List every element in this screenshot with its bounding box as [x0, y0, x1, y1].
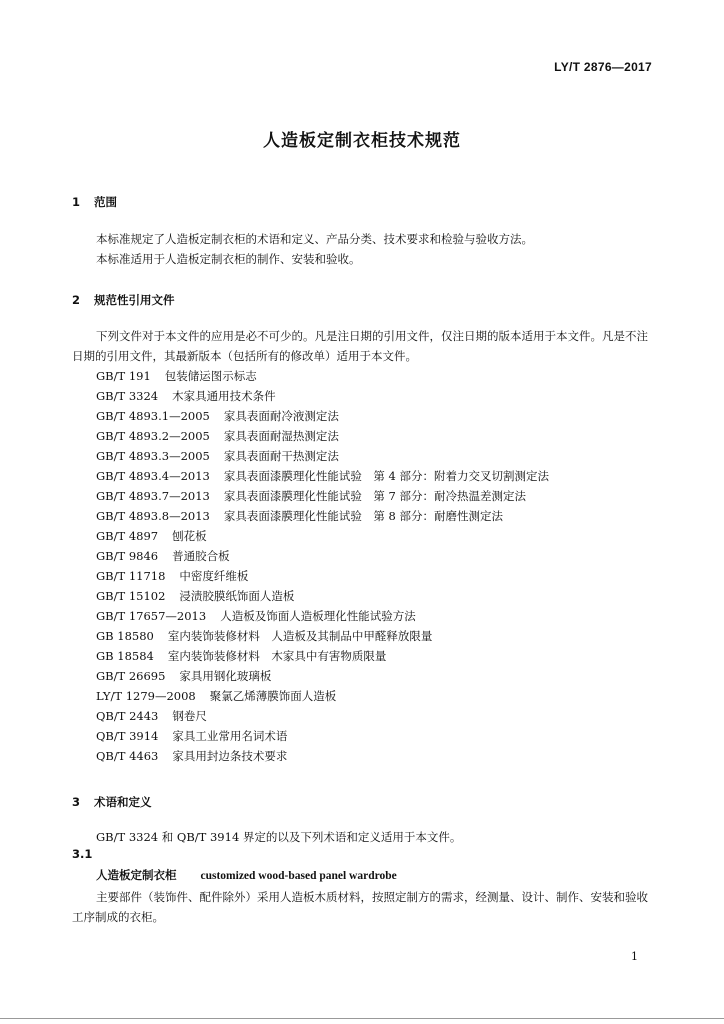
reference-item: [96, 586, 549, 606]
reference-item: [96, 466, 549, 486]
reference-code: GB/T 4893.1—2005: [96, 409, 210, 423]
reference-title: 中密度纤维板: [179, 569, 249, 583]
terms-intro: GB/T 3324 和 QB/T 3914 界定的以及下列术语和定义适用于本文件。: [96, 830, 462, 844]
reference-item: [96, 446, 549, 466]
reference-title: 室内装饰装修材料 木家具中有害物质限量: [167, 649, 387, 663]
reference-title: 家具表面耐冷液测定法: [223, 409, 339, 423]
reference-item: [96, 426, 549, 446]
reference-list: [96, 366, 549, 766]
reference-title: 包装储运图示标志: [164, 369, 257, 383]
reference-code: GB/T 4893.2—2005: [96, 429, 210, 443]
section-heading-normative: [72, 292, 175, 308]
reference-item: [96, 646, 549, 666]
reference-code: GB/T 4893.4—2013: [96, 469, 210, 483]
reference-code: LY/T 1279—2008: [96, 689, 196, 703]
term-number: 3.1: [72, 847, 93, 861]
section-number: 1: [72, 195, 81, 209]
document-title: 人造板定制衣柜技术规范: [263, 131, 461, 151]
reference-title: 木家具通用技术条件: [172, 389, 276, 403]
reference-item: [96, 566, 549, 586]
reference-title: 刨花板: [172, 529, 207, 543]
reference-code: GB/T 4893.3—2005: [96, 449, 210, 463]
reference-item: [96, 686, 549, 706]
reference-item: [96, 666, 549, 686]
reference-item: [96, 746, 549, 766]
standard-code: LY/T 2876—2017: [554, 60, 652, 74]
reference-code: QB/T 4463: [96, 749, 159, 763]
reference-item: [96, 366, 549, 386]
footer-divider: [0, 1018, 724, 1019]
reference-item: [96, 546, 549, 566]
reference-code: GB/T 4893.8—2013: [96, 509, 210, 523]
reference-item: [96, 726, 549, 746]
reference-item: [96, 606, 549, 626]
reference-title: 人造板及饰面人造板理化性能试验方法: [220, 609, 416, 623]
normative-intro: 下列文件对于本文件的应用是必不可少的。凡是注日期的引用文件，仅注日期的版本适用于本文件。凡是不注日期的引用文件，其最新版本（包括所有的修改单）适用于本文件。: [72, 329, 648, 363]
reference-code: GB/T 4893.7—2013: [96, 489, 210, 503]
reference-item: [96, 506, 549, 526]
reference-code: GB/T 4897: [96, 529, 159, 543]
reference-title: 钢卷尺: [172, 709, 207, 723]
reference-title: 家具表面漆膜理化性能试验 第 4 部分：附着力交叉切割测定法: [223, 469, 549, 483]
reference-item: [96, 406, 549, 426]
reference-item: [96, 626, 549, 646]
section-title: 术语和定义: [94, 795, 152, 809]
section-title: 范围: [94, 195, 117, 209]
reference-title: 浸渍胶膜纸饰面人造板: [179, 589, 295, 603]
reference-title: 普通胶合板: [172, 549, 230, 563]
term-definition: 主要部件（装饰件、配件除外）采用人造板木质材料，按照定制方的需求，经测量、设计、制作、安装和验收工序制成的衣柜。: [72, 890, 648, 924]
reference-title: 聚氯乙烯薄膜饰面人造板: [209, 689, 337, 703]
reference-title: 家具表面漆膜理化性能试验 第 7 部分：耐冷热温差测定法: [223, 489, 526, 503]
reference-title: 家具表面耐湿热测定法: [223, 429, 339, 443]
reference-code: GB/T 3324: [96, 389, 159, 403]
term-chinese: 人造板定制衣柜: [96, 868, 177, 882]
reference-title: 家具工业常用名词术语: [172, 729, 288, 743]
reference-code: GB 18584: [96, 649, 154, 663]
section-number: 3: [72, 795, 81, 809]
section-heading-terms: [72, 794, 152, 810]
reference-code: GB/T 11718: [96, 569, 166, 583]
scope-paragraph-1: 本标准规定了人造板定制衣柜的术语和定义、产品分类、技术要求和检验与验收方法。: [96, 232, 533, 246]
reference-code: GB/T 26695: [96, 669, 166, 683]
term-entry: [96, 867, 397, 883]
reference-code: QB/T 2443: [96, 709, 159, 723]
reference-title: 家具用封边条技术要求: [172, 749, 288, 763]
reference-code: GB/T 9846: [96, 549, 159, 563]
reference-code: QB/T 3914: [96, 729, 159, 743]
section-title: 规范性引用文件: [94, 293, 175, 307]
term-english: customized wood-based panel wardrobe: [200, 870, 397, 882]
reference-title: 家具用钢化玻璃板: [179, 669, 272, 683]
reference-code: GB/T 17657—2013: [96, 609, 207, 623]
scope-paragraph-2: 本标准适用于人造板定制衣柜的制作、安装和验收。: [96, 252, 361, 266]
reference-code: GB 18580: [96, 629, 154, 643]
reference-item: [96, 486, 549, 506]
reference-item: [96, 386, 549, 406]
reference-title: 室内装饰装修材料 人造板及其制品中甲醛释放限量: [167, 629, 433, 643]
reference-title: 家具表面耐干热测定法: [223, 449, 339, 463]
section-number: 2: [72, 293, 81, 307]
reference-title: 家具表面漆膜理化性能试验 第 8 部分：耐磨性测定法: [223, 509, 503, 523]
page-number: 1: [631, 950, 638, 963]
reference-code: GB/T 15102: [96, 589, 166, 603]
reference-item: [96, 526, 549, 546]
section-heading-scope: [72, 194, 117, 210]
reference-item: [96, 706, 549, 726]
reference-code: GB/T 191: [96, 369, 151, 383]
